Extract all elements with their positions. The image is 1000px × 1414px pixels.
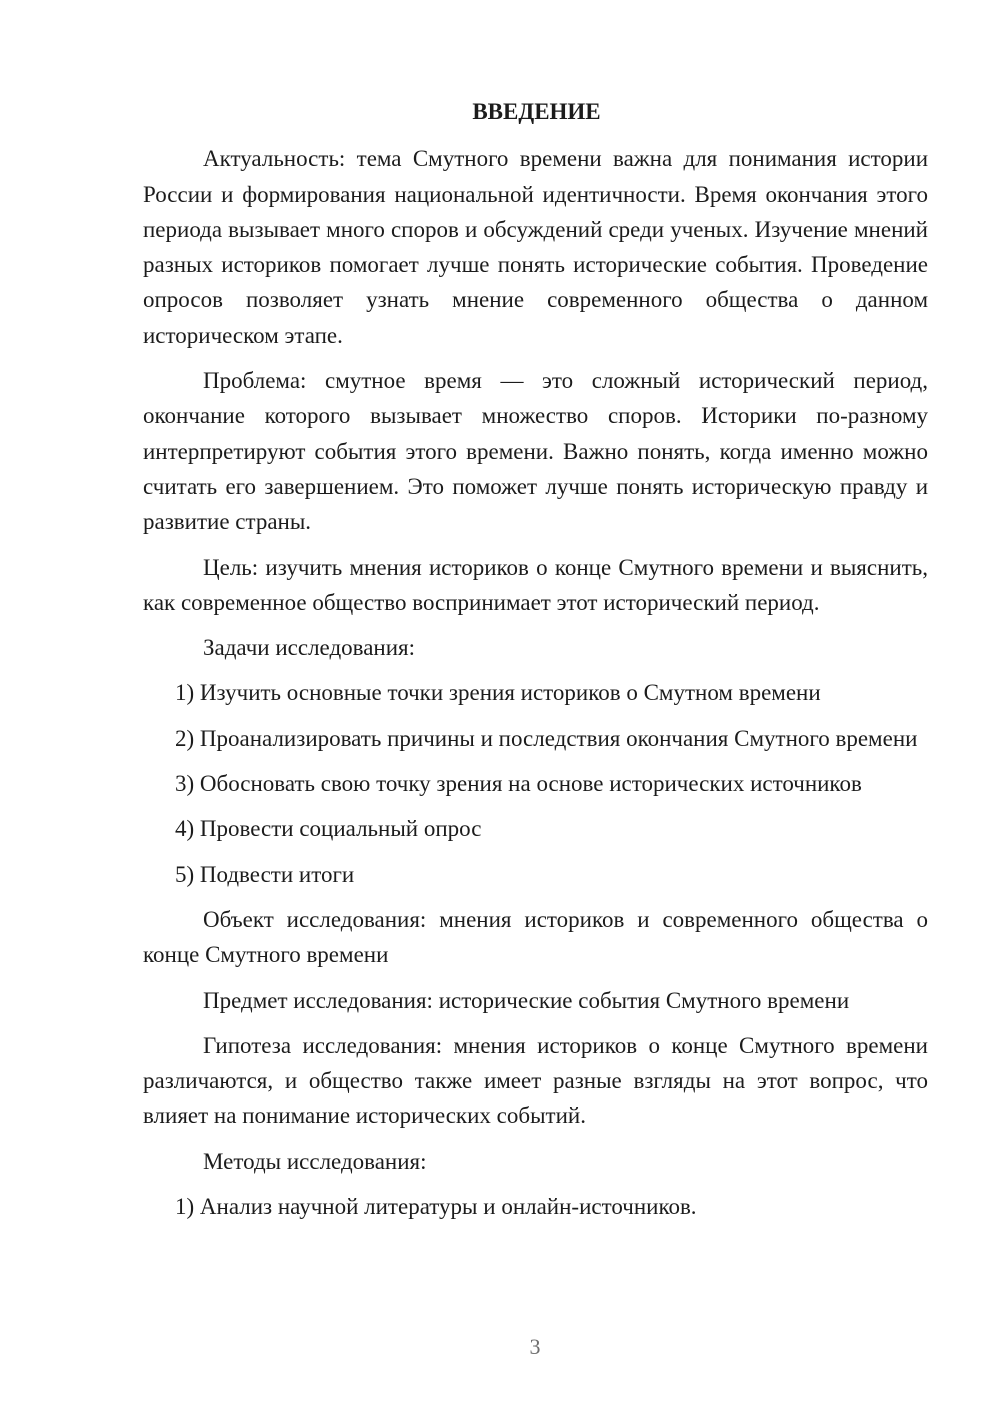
document-page bbox=[143, 94, 928, 1224]
goal-paragraph: Цель: изучить мнения историков о конце Смутного времени и выяснить, как современное общество воспринимает этот исторический период. bbox=[143, 554, 928, 615]
problem-paragraph: Проблема: смутное время — это сложный исторический период, окончание которого вызывает множество споров. Историки по-разному интерпретируют события этого времени. Важно понять, когда именно можно считать его завершением. Это поможет лучше понять историческую правду и развитие страны. bbox=[143, 368, 928, 535]
tasks-list bbox=[143, 675, 928, 891]
relevance-paragraph: Актуальность: тема Смутного времени важна для понимания истории России и формирования национальной идентичности. Время окончания этого периода вызывает много споров и обсуждений среди ученых. Изучение мнений разных историков помогает лучше понять исторические события. Проведение опросов позволяет узнать мнение современного общества о данном историческом этапе. bbox=[143, 146, 928, 348]
task-item: 2) Проанализировать причины и последствия окончания Смутного времени bbox=[175, 725, 918, 751]
page-title: ВВЕДЕНИЕ bbox=[472, 99, 601, 124]
task-item: 1) Изучить основные точки зрения историков о Смутном времени bbox=[175, 680, 821, 706]
methods-heading: Методы исследования: bbox=[203, 1148, 427, 1174]
page-number: 3 bbox=[529, 1334, 541, 1359]
object-paragraph: Объект исследования: мнения историков и современного общества о конце Смутного времени bbox=[143, 906, 928, 968]
task-item: 4) Провести социальный опрос bbox=[175, 816, 482, 842]
subject-paragraph: Предмет исследования: исторические события Смутного времени bbox=[203, 987, 850, 1013]
methods-list bbox=[143, 1189, 928, 1224]
task-item: 3) Обосновать свою точку зрения на основе исторических источников bbox=[175, 771, 862, 797]
tasks-heading: Задачи исследования: bbox=[203, 635, 416, 661]
hypothesis-paragraph: Гипотеза исследования: мнения историков о конце Смутного времени различаются, и общество также имеет разные взгляды на этот вопрос, что влияет на понимание исторических событий. bbox=[143, 1032, 928, 1129]
method-item: 1) Анализ научной литературы и онлайн-источников. bbox=[175, 1194, 697, 1220]
task-item: 5) Подвести итоги bbox=[175, 861, 355, 887]
